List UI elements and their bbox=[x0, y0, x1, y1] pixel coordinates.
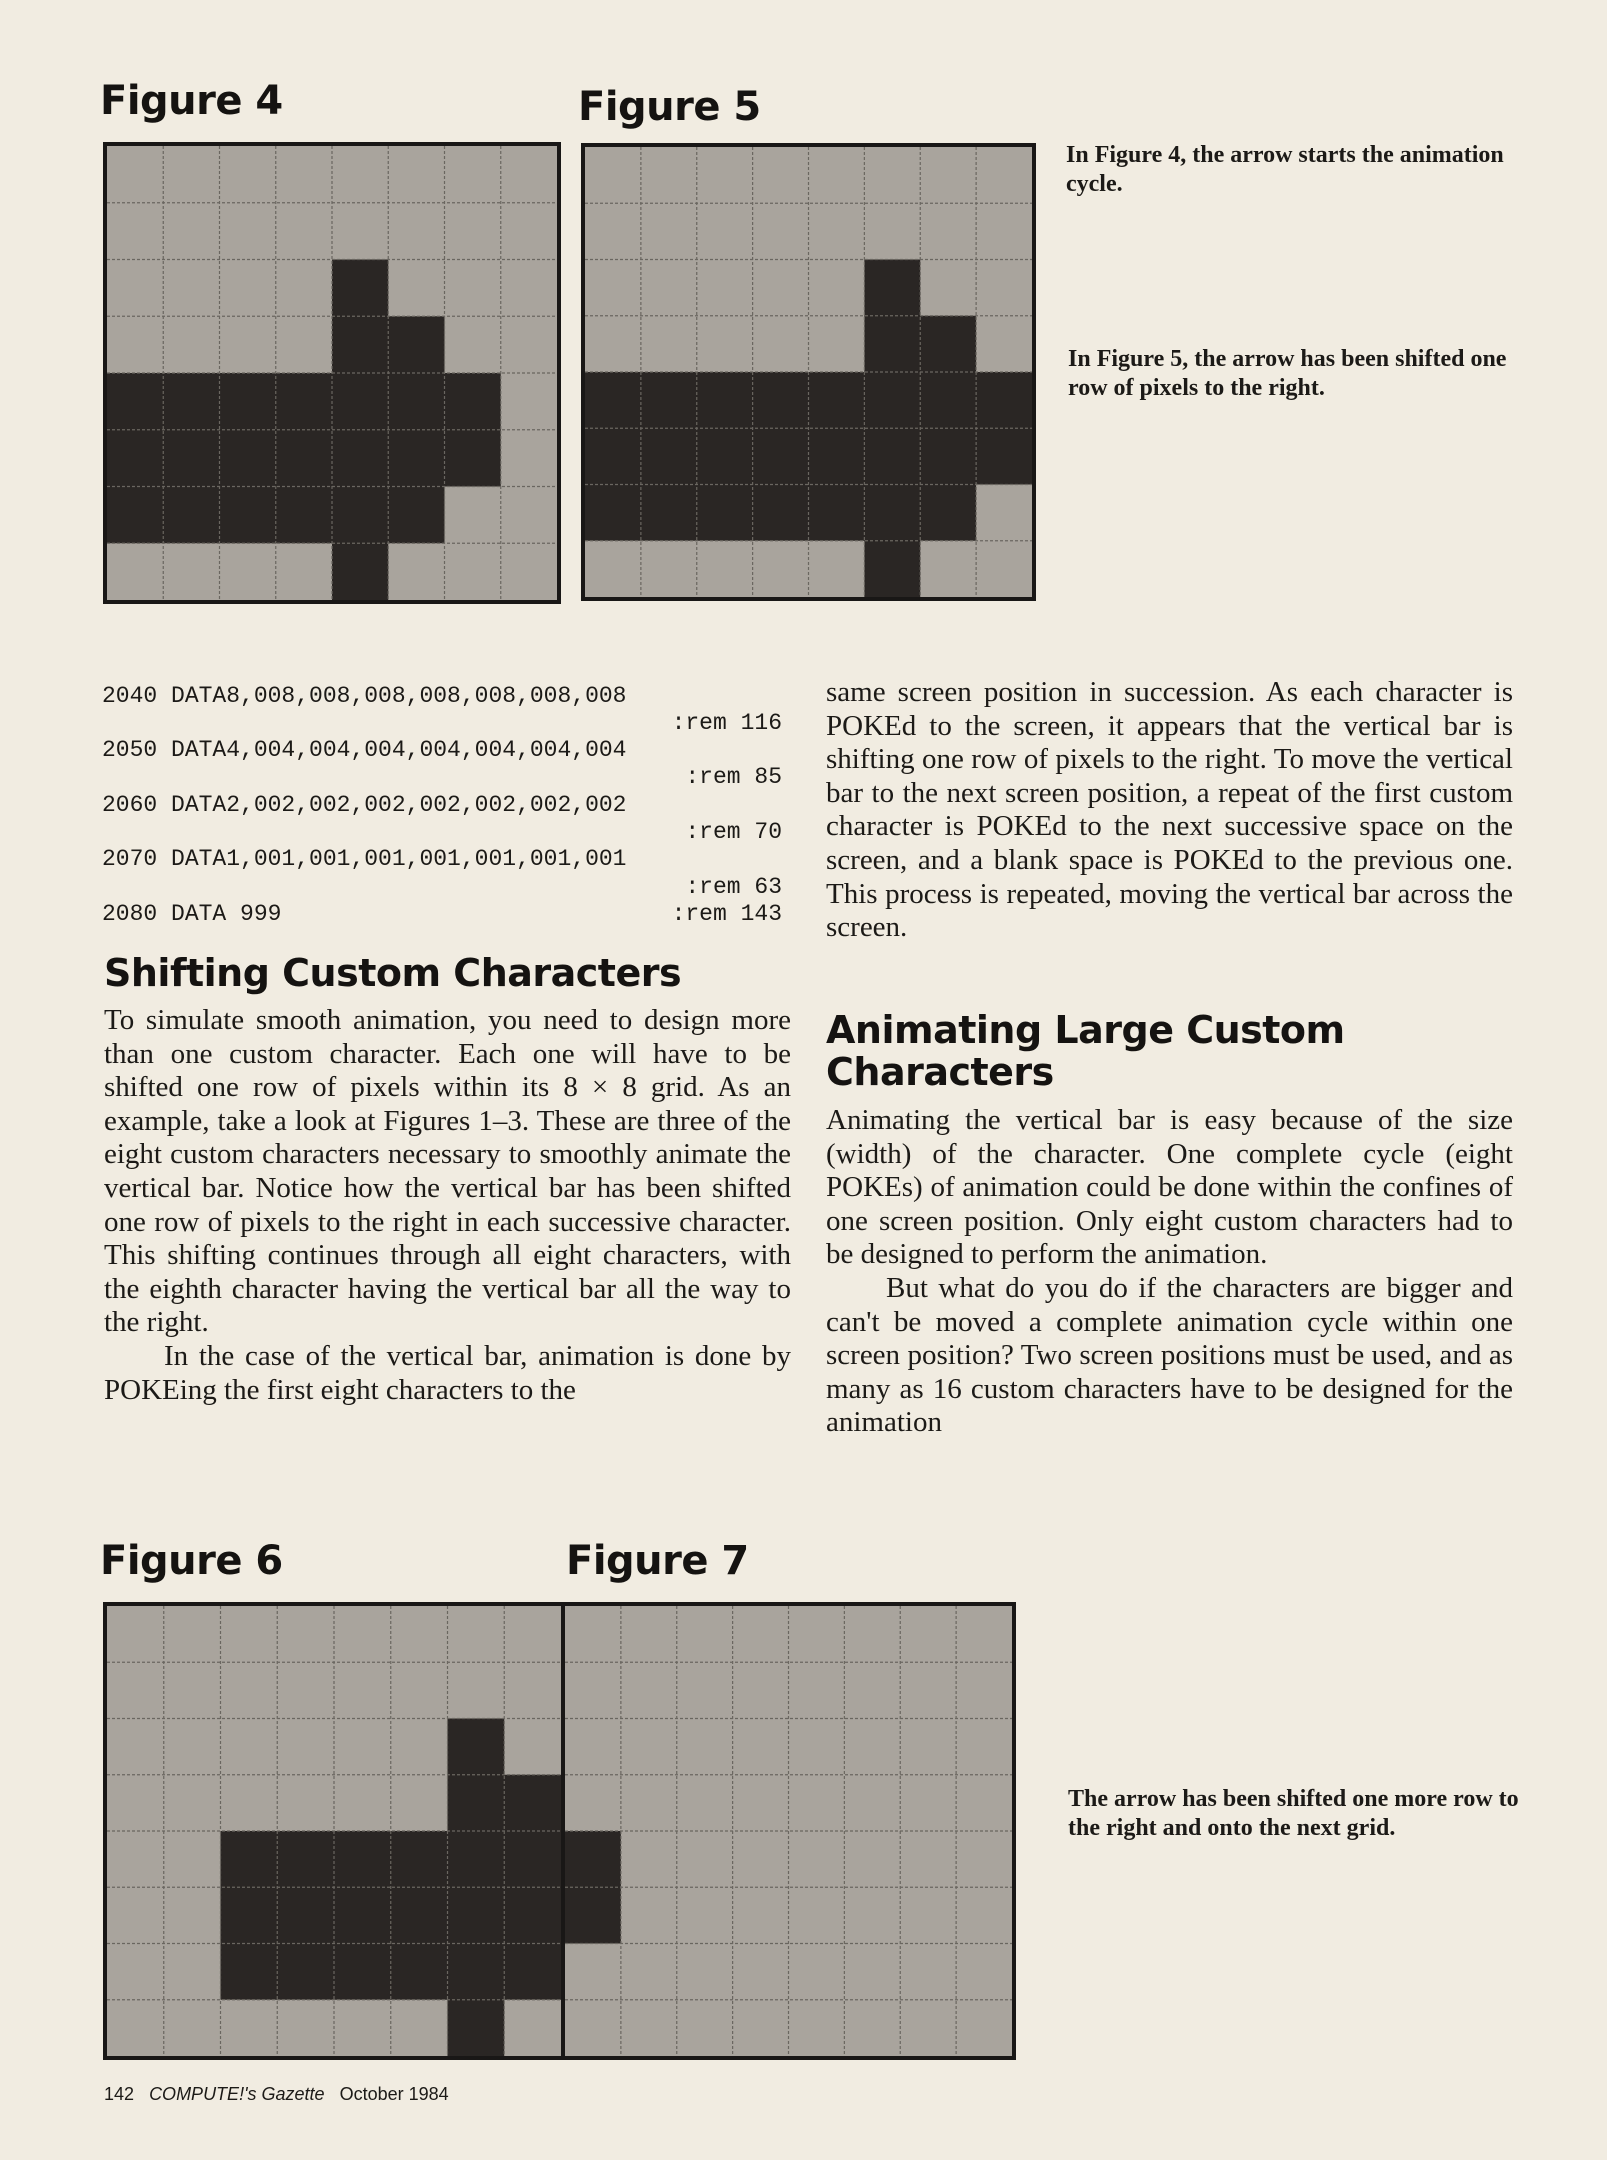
pixel-off bbox=[809, 316, 865, 373]
pixel-on bbox=[448, 2000, 505, 2056]
pixel-off bbox=[164, 1662, 221, 1719]
pixel-off bbox=[501, 543, 557, 600]
pixel-off bbox=[504, 1662, 561, 1719]
pixel-off bbox=[107, 1606, 164, 1663]
paragraph: In the case of the vertical bar, animation is done by POKEing the first eight characters to the bbox=[104, 1339, 791, 1406]
pixel-off bbox=[641, 316, 697, 373]
pixel-off bbox=[107, 2000, 164, 2056]
pixel-off bbox=[677, 1944, 733, 2001]
pixel-off bbox=[677, 2000, 733, 2056]
code-rem: :rem 116 bbox=[671, 710, 782, 736]
pixel-on bbox=[809, 428, 865, 485]
pixel-off bbox=[107, 543, 164, 600]
pixel-on bbox=[388, 430, 445, 487]
pixel-off bbox=[164, 1944, 221, 2001]
code-line: 2040 DATA8,008,008,008,008,008,008,008 bbox=[102, 683, 627, 709]
pixel-on bbox=[388, 487, 445, 544]
pixel-off bbox=[391, 1775, 448, 1832]
pixel-on bbox=[448, 1831, 505, 1888]
pixel-on bbox=[107, 487, 164, 544]
body-text-left-column bbox=[104, 1004, 791, 1407]
pixel-off bbox=[221, 1775, 278, 1832]
pixel-off bbox=[501, 430, 557, 487]
pixel-on bbox=[809, 485, 865, 542]
pixel-off bbox=[388, 543, 445, 600]
pixel-off bbox=[753, 147, 809, 204]
pixel-off bbox=[504, 1719, 561, 1776]
pixel-off bbox=[697, 203, 753, 260]
pixel-on bbox=[697, 428, 753, 485]
pixel-on bbox=[585, 428, 641, 485]
pixel-off bbox=[277, 1606, 334, 1663]
pixel-off bbox=[697, 541, 753, 597]
pixel-off bbox=[956, 1944, 1012, 2001]
pixel-on bbox=[445, 430, 502, 487]
pixel-off bbox=[976, 260, 1032, 317]
section-heading-shifting: Shifting Custom Characters bbox=[104, 951, 682, 995]
pixel-on bbox=[864, 541, 920, 597]
pixel-on bbox=[753, 372, 809, 429]
pixel-on bbox=[697, 372, 753, 429]
section-heading-animating: Animating Large Custom Characters bbox=[826, 1008, 1345, 1094]
pixel-off bbox=[277, 1719, 334, 1776]
pixel-off bbox=[107, 1887, 164, 1944]
pixel-off bbox=[733, 2000, 789, 2056]
pixel-off bbox=[900, 1606, 956, 1663]
pixel-off bbox=[920, 147, 976, 204]
pixel-on bbox=[277, 1944, 334, 2001]
pixel-on bbox=[448, 1775, 505, 1832]
pixel-off bbox=[677, 1662, 733, 1719]
pixel-on bbox=[504, 1775, 561, 1832]
pixel-on bbox=[864, 428, 920, 485]
pixel-off bbox=[585, 260, 641, 317]
pixel-off bbox=[844, 2000, 900, 2056]
pixel-on bbox=[334, 1887, 391, 1944]
pixel-on bbox=[448, 1887, 505, 1944]
pixel-off bbox=[388, 260, 445, 317]
pixel-off bbox=[976, 147, 1032, 204]
pixel-off bbox=[565, 1775, 621, 1832]
pixel-on bbox=[565, 1887, 621, 1944]
pixel-off bbox=[677, 1719, 733, 1776]
pixel-off bbox=[445, 203, 502, 260]
body-text-right-column-top bbox=[826, 676, 1513, 945]
code-line: 2080 DATA 999 :rem 143 bbox=[102, 901, 782, 927]
pixel-off bbox=[221, 1719, 278, 1776]
pixel-on bbox=[753, 428, 809, 485]
pixel-on bbox=[388, 373, 445, 430]
pixel-off bbox=[844, 1606, 900, 1663]
pixel-off bbox=[504, 1606, 561, 1663]
pixel-off bbox=[163, 260, 220, 317]
pixel-on bbox=[334, 1944, 391, 2001]
pixel-off bbox=[789, 1719, 845, 1776]
pixel-off bbox=[956, 1662, 1012, 1719]
pixel-off bbox=[276, 543, 333, 600]
pixel-off bbox=[501, 316, 557, 373]
pixel-off bbox=[585, 316, 641, 373]
pixel-off bbox=[753, 541, 809, 597]
pixel-off bbox=[163, 203, 220, 260]
pixel-off bbox=[864, 203, 920, 260]
pixel-off bbox=[221, 1662, 278, 1719]
fig4-svg bbox=[107, 146, 557, 600]
pixel-off bbox=[789, 1662, 845, 1719]
pixel-off bbox=[107, 316, 164, 373]
figure-6-title: Figure 6 bbox=[100, 1538, 283, 1584]
pixel-off bbox=[448, 1662, 505, 1719]
pixel-on bbox=[585, 485, 641, 542]
pixel-off bbox=[388, 203, 445, 260]
pixel-off bbox=[733, 1944, 789, 2001]
pixel-on bbox=[276, 487, 333, 544]
pixel-off bbox=[565, 1606, 621, 1663]
pixel-off bbox=[445, 260, 502, 317]
pixel-on bbox=[864, 485, 920, 542]
pixel-off bbox=[501, 146, 557, 203]
figure-4-title: Figure 4 bbox=[100, 78, 283, 124]
pixel-off bbox=[164, 1719, 221, 1776]
pixel-on bbox=[163, 487, 220, 544]
pixel-on bbox=[445, 373, 502, 430]
pixel-on bbox=[332, 316, 389, 373]
pixel-on bbox=[107, 373, 164, 430]
figure-4-pixel-grid bbox=[103, 142, 561, 604]
fig6-svg bbox=[107, 1606, 561, 2056]
pixel-off bbox=[753, 316, 809, 373]
figure-6-7-caption: The arrow has been shifted one more row to the right and onto the next grid. bbox=[1068, 1786, 1519, 1841]
pixel-on bbox=[448, 1944, 505, 2001]
pixel-off bbox=[391, 1662, 448, 1719]
pixel-off bbox=[220, 146, 277, 203]
pixel-off bbox=[163, 316, 220, 373]
pixel-off bbox=[956, 1775, 1012, 1832]
body-text-right-column-bottom bbox=[826, 1104, 1513, 1440]
paragraph: But what do you do if the characters are bigger and can't be moved a complete animation cycle within one screen position? Two screen positions must be used, and as many as 16 custom characters have to be designed for the animation bbox=[826, 1271, 1513, 1439]
pixel-off bbox=[789, 1944, 845, 2001]
pixel-on bbox=[276, 430, 333, 487]
pixel-on bbox=[565, 1831, 621, 1888]
pixel-on bbox=[976, 428, 1032, 485]
pixel-off bbox=[900, 1719, 956, 1776]
pixel-off bbox=[501, 373, 557, 430]
pixel-on bbox=[809, 372, 865, 429]
pixel-off bbox=[334, 1775, 391, 1832]
paragraph: same screen position in succession. As each character is POKEd to the screen, it appears that the vertical bar is shifting one row of pixels to the right. To move the vertical bar to the next screen position, a repeat of the first custom character is POKEd to the next successive space on the screen, and a blank space is POKEd to the previous one. This process is repeated, moving the vertical bar across the screen. bbox=[826, 676, 1513, 944]
pixel-off bbox=[844, 1775, 900, 1832]
pixel-off bbox=[220, 543, 277, 600]
pixel-off bbox=[844, 1831, 900, 1888]
fig7-svg bbox=[565, 1606, 1012, 2056]
pixel-off bbox=[733, 1719, 789, 1776]
pixel-off bbox=[445, 316, 502, 373]
pixel-off bbox=[504, 2000, 561, 2056]
pixel-off bbox=[809, 541, 865, 597]
pixel-off bbox=[220, 203, 277, 260]
pixel-off bbox=[677, 1831, 733, 1888]
pixel-on bbox=[277, 1887, 334, 1944]
figure-7-title: Figure 7 bbox=[566, 1538, 749, 1584]
pixel-on bbox=[976, 372, 1032, 429]
figure-5-title: Figure 5 bbox=[578, 84, 761, 130]
pixel-off bbox=[164, 1606, 221, 1663]
pixel-off bbox=[844, 1944, 900, 2001]
pixel-on bbox=[864, 316, 920, 373]
fig5-svg bbox=[585, 147, 1032, 597]
pixel-off bbox=[277, 1662, 334, 1719]
pixel-off bbox=[107, 1944, 164, 2001]
pixel-off bbox=[976, 316, 1032, 373]
code-line: 2060 DATA2,002,002,002,002,002,002,002 bbox=[102, 792, 627, 818]
pixel-on bbox=[391, 1944, 448, 2001]
pixel-on bbox=[221, 1831, 278, 1888]
pixel-on bbox=[332, 373, 389, 430]
pixel-off bbox=[677, 1775, 733, 1832]
pixel-off bbox=[621, 1606, 677, 1663]
pixel-off bbox=[445, 543, 502, 600]
pixel-off bbox=[641, 203, 697, 260]
pixel-off bbox=[809, 260, 865, 317]
figure-5-pixel-grid bbox=[581, 143, 1036, 601]
pixel-off bbox=[565, 1944, 621, 2001]
pixel-off bbox=[733, 1606, 789, 1663]
pixel-off bbox=[107, 146, 164, 203]
pixel-off bbox=[332, 146, 389, 203]
pixel-off bbox=[753, 203, 809, 260]
pixel-off bbox=[221, 1606, 278, 1663]
pixel-off bbox=[334, 1662, 391, 1719]
pixel-off bbox=[277, 2000, 334, 2056]
pixel-off bbox=[107, 1775, 164, 1832]
pixel-off bbox=[789, 1606, 845, 1663]
pixel-on bbox=[864, 372, 920, 429]
code-line: 2070 DATA1,001,001,001,001,001,001,001 bbox=[102, 846, 627, 872]
paragraph: Animating the vertical bar is easy because of the size (width) of the character. One complete cycle (eight POKEs) of animation could be done within the confines of one screen position. Only eight custom characters had to be designed to perform the animation. bbox=[826, 1104, 1513, 1271]
pixel-off bbox=[733, 1775, 789, 1832]
pixel-off bbox=[697, 316, 753, 373]
pixel-off bbox=[621, 1887, 677, 1944]
pixel-off bbox=[445, 487, 502, 544]
pixel-off bbox=[163, 543, 220, 600]
pixel-off bbox=[107, 1831, 164, 1888]
pixel-on bbox=[641, 485, 697, 542]
pixel-off bbox=[920, 541, 976, 597]
page-number: 142 bbox=[104, 2084, 135, 2104]
pixel-off bbox=[733, 1887, 789, 1944]
pixel-off bbox=[276, 146, 333, 203]
pixel-on bbox=[220, 430, 277, 487]
pixel-off bbox=[334, 2000, 391, 2056]
pixel-on bbox=[641, 428, 697, 485]
pixel-off bbox=[585, 203, 641, 260]
pixel-off bbox=[445, 146, 502, 203]
pixel-off bbox=[107, 1719, 164, 1776]
pixel-off bbox=[789, 1831, 845, 1888]
pixel-off bbox=[956, 2000, 1012, 2056]
pixel-off bbox=[391, 1719, 448, 1776]
pixel-off bbox=[809, 203, 865, 260]
pixel-off bbox=[697, 147, 753, 204]
pixel-on bbox=[920, 372, 976, 429]
pixel-on bbox=[641, 372, 697, 429]
issue-date: October 1984 bbox=[339, 2084, 449, 2104]
pixel-off bbox=[976, 203, 1032, 260]
pixel-off bbox=[844, 1662, 900, 1719]
pixel-off bbox=[221, 2000, 278, 2056]
figure-4-caption: In Figure 4, the arrow starts the animation cycle. bbox=[1066, 142, 1504, 197]
pixel-off bbox=[220, 260, 277, 317]
pixel-on bbox=[504, 1831, 561, 1888]
pixel-off bbox=[334, 1606, 391, 1663]
pixel-off bbox=[677, 1887, 733, 1944]
pixel-on bbox=[864, 260, 920, 317]
pixel-off bbox=[900, 1662, 956, 1719]
figure-5-caption: In Figure 5, the arrow has been shifted one row of pixels to the right. bbox=[1068, 346, 1507, 401]
pixel-on bbox=[388, 316, 445, 373]
pixel-on bbox=[221, 1887, 278, 1944]
pixel-off bbox=[753, 260, 809, 317]
pixel-on bbox=[332, 543, 389, 600]
pixel-off bbox=[864, 147, 920, 204]
pixel-off bbox=[391, 1606, 448, 1663]
pixel-off bbox=[388, 146, 445, 203]
pixel-on bbox=[163, 430, 220, 487]
code-rem: :rem 70 bbox=[685, 819, 782, 845]
pixel-off bbox=[809, 147, 865, 204]
pixel-on bbox=[163, 373, 220, 430]
pixel-off bbox=[585, 147, 641, 204]
pixel-off bbox=[107, 260, 164, 317]
pixel-off bbox=[976, 541, 1032, 597]
pixel-off bbox=[501, 203, 557, 260]
pixel-off bbox=[163, 146, 220, 203]
pixel-off bbox=[733, 1831, 789, 1888]
pixel-off bbox=[641, 260, 697, 317]
pixel-on bbox=[220, 487, 277, 544]
pixel-on bbox=[920, 428, 976, 485]
pixel-off bbox=[164, 2000, 221, 2056]
paragraph: To simulate smooth animation, you need to design more than one custom character. Each one will have to be shifted one row of pixels within its 8 × 8 grid. As an example, take a look at Figures 1–3. These are three of the eight custom characters necessary to smoothly animate the vertical bar. Notice how the vertical bar has been shifted one row of pixels to the right in each successive character. This shifting continues through all eight characters, with the eighth character having the vertical bar all the way to the right. bbox=[104, 1004, 791, 1339]
pixel-off bbox=[641, 541, 697, 597]
pixel-off bbox=[107, 1662, 164, 1719]
pixel-off bbox=[621, 2000, 677, 2056]
pixel-on bbox=[920, 485, 976, 542]
pixel-on bbox=[504, 1944, 561, 2001]
pixel-on bbox=[504, 1887, 561, 1944]
pixel-off bbox=[789, 2000, 845, 2056]
pixel-off bbox=[621, 1719, 677, 1776]
pixel-off bbox=[565, 1719, 621, 1776]
pixel-off bbox=[585, 541, 641, 597]
pixel-off bbox=[334, 1719, 391, 1776]
pixel-off bbox=[276, 203, 333, 260]
pixel-off bbox=[677, 1606, 733, 1663]
pixel-off bbox=[900, 2000, 956, 2056]
pixel-on bbox=[697, 485, 753, 542]
pixel-off bbox=[276, 260, 333, 317]
pixel-off bbox=[956, 1831, 1012, 1888]
pixel-on bbox=[277, 1831, 334, 1888]
pixel-off bbox=[900, 1775, 956, 1832]
pixel-off bbox=[164, 1775, 221, 1832]
pixel-off bbox=[844, 1719, 900, 1776]
pixel-off bbox=[920, 203, 976, 260]
pixel-off bbox=[844, 1887, 900, 1944]
figure-7-pixel-grid bbox=[561, 1602, 1016, 2060]
pixel-off bbox=[164, 1831, 221, 1888]
pixel-off bbox=[448, 1606, 505, 1663]
pixel-on bbox=[334, 1831, 391, 1888]
pixel-off bbox=[164, 1887, 221, 1944]
pixel-off bbox=[956, 1719, 1012, 1776]
pixel-on bbox=[391, 1887, 448, 1944]
pixel-off bbox=[565, 1662, 621, 1719]
pixel-off bbox=[621, 1944, 677, 2001]
pixel-on bbox=[920, 316, 976, 373]
pixel-off bbox=[332, 203, 389, 260]
code-rem: :rem 85 bbox=[685, 764, 782, 790]
code-line: 2050 DATA4,004,004,004,004,004,004,004 bbox=[102, 737, 627, 763]
pixel-off bbox=[276, 316, 333, 373]
pixel-off bbox=[107, 203, 164, 260]
pixel-on bbox=[753, 485, 809, 542]
figure-6-pixel-grid bbox=[103, 1602, 565, 2060]
pixel-off bbox=[277, 1775, 334, 1832]
pixel-off bbox=[789, 1887, 845, 1944]
pixel-on bbox=[332, 430, 389, 487]
pixel-off bbox=[501, 260, 557, 317]
pixel-off bbox=[976, 485, 1032, 542]
pixel-off bbox=[956, 1606, 1012, 1663]
pixel-off bbox=[565, 2000, 621, 2056]
pixel-off bbox=[501, 487, 557, 544]
pixel-on bbox=[220, 373, 277, 430]
pixel-off bbox=[621, 1775, 677, 1832]
pixel-on bbox=[448, 1719, 505, 1776]
code-rem: :rem 63 bbox=[685, 874, 782, 900]
pixel-on bbox=[332, 487, 389, 544]
pixel-off bbox=[621, 1662, 677, 1719]
pixel-on bbox=[276, 373, 333, 430]
pixel-off bbox=[900, 1887, 956, 1944]
pixel-off bbox=[220, 316, 277, 373]
pixel-off bbox=[641, 147, 697, 204]
pixel-on bbox=[221, 1944, 278, 2001]
pixel-off bbox=[733, 1662, 789, 1719]
pixel-off bbox=[920, 260, 976, 317]
pixel-off bbox=[789, 1775, 845, 1832]
pixel-off bbox=[900, 1831, 956, 1888]
pixel-on bbox=[332, 260, 389, 317]
pixel-off bbox=[391, 2000, 448, 2056]
pixel-off bbox=[621, 1831, 677, 1888]
pixel-off bbox=[697, 260, 753, 317]
pixel-on bbox=[107, 430, 164, 487]
magazine-name: COMPUTE!'s Gazette bbox=[149, 2084, 325, 2104]
pixel-off bbox=[900, 1944, 956, 2001]
page-footer bbox=[104, 2084, 449, 2105]
pixel-on bbox=[391, 1831, 448, 1888]
pixel-off bbox=[956, 1887, 1012, 1944]
pixel-on bbox=[585, 372, 641, 429]
